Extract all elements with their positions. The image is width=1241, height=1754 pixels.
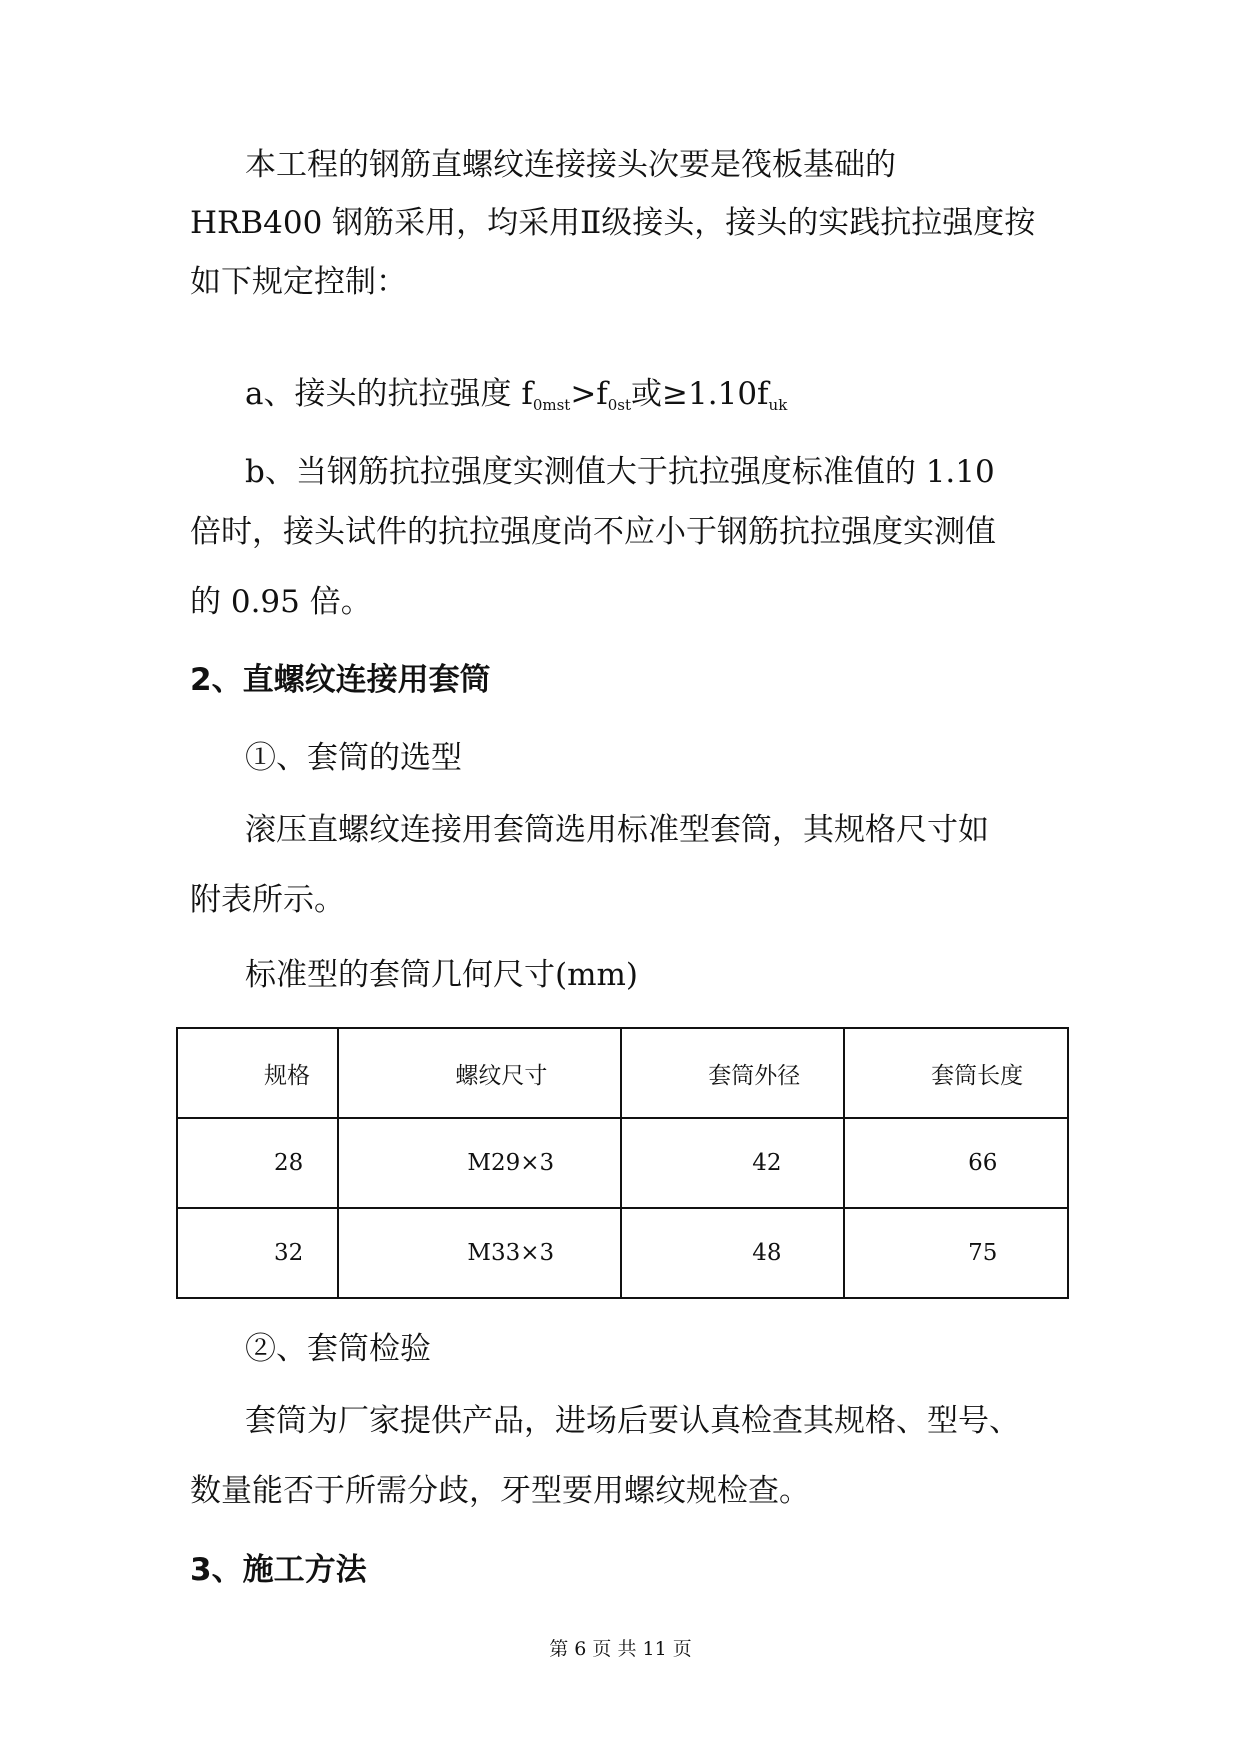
item-a-prefix: a、接头的抗拉强度 f bbox=[245, 376, 533, 412]
paragraph-1-line-2: HRB400 钢筋采用，均采用Ⅱ级接头，接头的实践抗拉强度按 bbox=[190, 205, 1036, 241]
table-cell: 48 bbox=[621, 1208, 844, 1298]
section-heading-3: 3、施工方法 bbox=[190, 1552, 367, 1588]
subsection-1: ①、套筒的选型 bbox=[245, 740, 462, 776]
item-a-mid2: 或≥1.10f bbox=[631, 376, 769, 412]
table-cell: 32 bbox=[177, 1208, 338, 1298]
paragraph-2-line-1: 滚压直螺纹连接用套筒选用标准型套筒，其规格尺寸如 bbox=[245, 812, 989, 848]
table-header-row bbox=[177, 1028, 1068, 1118]
table-header-cell: 套筒外径 bbox=[621, 1028, 844, 1118]
subscript-0st: 0st bbox=[607, 396, 632, 414]
table-header-cell: 套筒长度 bbox=[844, 1028, 1068, 1118]
table-row bbox=[177, 1208, 1068, 1298]
item-a bbox=[245, 374, 787, 414]
sleeve-dimension-table bbox=[176, 1027, 1069, 1299]
table-row bbox=[177, 1118, 1068, 1208]
table-header-cell: 规格 bbox=[177, 1028, 338, 1118]
subsection-2: ②、套筒检验 bbox=[245, 1331, 431, 1367]
table-cell: 75 bbox=[844, 1208, 1068, 1298]
item-b-line-2: 倍时，接头试件的抗拉强度尚不应小于钢筋抗拉强度实测值 bbox=[190, 514, 996, 550]
paragraph-3-line-2: 数量能否于所需分歧，牙型要用螺纹规检查。 bbox=[190, 1473, 810, 1509]
subscript-uk: uk bbox=[768, 396, 788, 414]
section-heading-2: 2、直螺纹连接用套筒 bbox=[190, 662, 491, 698]
paragraph-3-line-1: 套筒为厂家提供产品，进场后要认真检查其规格、型号、 bbox=[245, 1403, 1020, 1439]
table-header-cell: 螺纹尺寸 bbox=[338, 1028, 621, 1118]
item-a-mid: >f bbox=[570, 376, 608, 412]
table-cell: 28 bbox=[177, 1118, 338, 1208]
paragraph-2-line-2: 附表所示。 bbox=[190, 882, 345, 918]
table-caption: 标准型的套筒几何尺寸(mm) bbox=[245, 957, 638, 993]
table-cell: M33×3 bbox=[338, 1208, 621, 1298]
item-b-line-1: b、当钢筋抗拉强度实测值大于抗拉强度标准值的 1.10 bbox=[245, 454, 995, 490]
paragraph-1-line-3: 如下规定控制： bbox=[190, 264, 407, 300]
table-cell: 66 bbox=[844, 1118, 1068, 1208]
paragraph-1-line-1: 本工程的钢筋直螺纹连接接头次要是筏板基础的 bbox=[245, 147, 896, 183]
page-footer: 第 6 页 共 11 页 bbox=[549, 1638, 692, 1660]
item-b-line-3: 的 0.95 倍。 bbox=[190, 584, 372, 620]
subscript-0mst: 0mst bbox=[532, 396, 571, 414]
table-cell: 42 bbox=[621, 1118, 844, 1208]
table-cell: M29×3 bbox=[338, 1118, 621, 1208]
